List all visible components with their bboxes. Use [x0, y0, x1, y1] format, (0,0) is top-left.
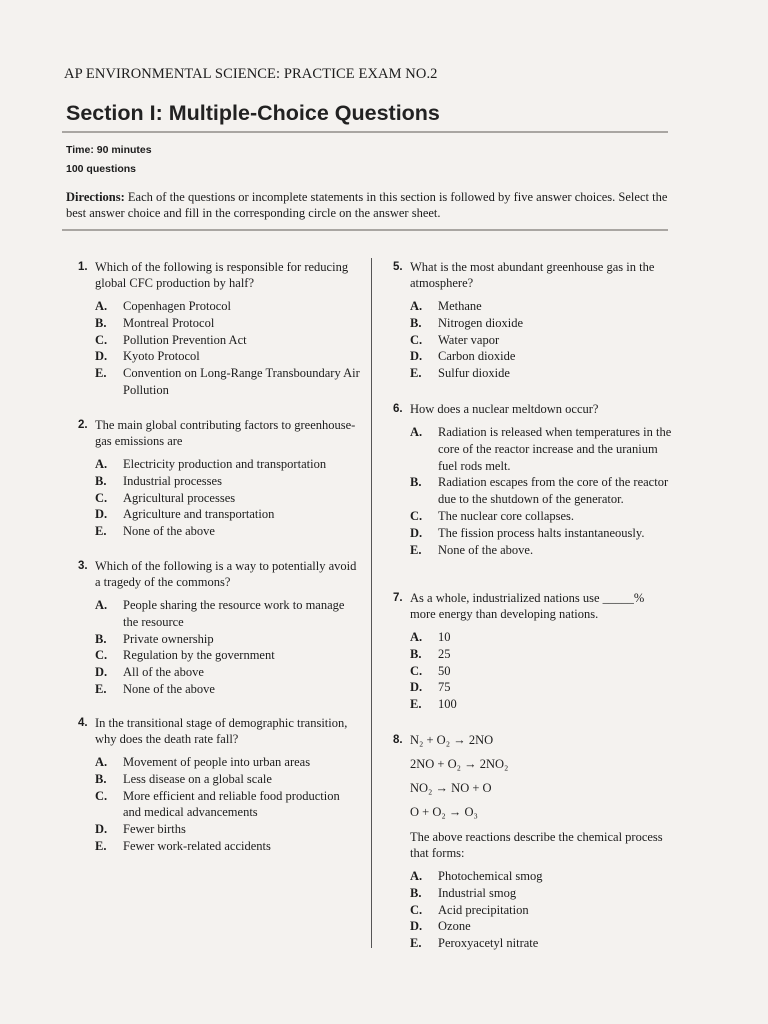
question-6: [393, 401, 673, 558]
answer-option: D. Kyoto Protocol: [95, 349, 200, 364]
answer-option: A. Electricity production and transportation: [95, 457, 327, 471]
question-number: 4.: [78, 717, 88, 729]
answer-option: B. Private ownership: [95, 631, 214, 646]
answer-option: A. Photochemical smog: [410, 869, 543, 883]
answer-option: C. The nuclear core collapses.: [410, 508, 575, 523]
question-1: [78, 259, 360, 399]
section-title: Section I: Multiple-Choice Questions: [66, 101, 440, 125]
answer-option: A. Copenhagen Protocol: [95, 299, 231, 313]
answer-option: E. Sulfur dioxide: [410, 366, 510, 381]
question-5: [393, 259, 673, 382]
divider: [62, 229, 668, 231]
answer-option: C. More efficient and reliable food production and medical advancements: [95, 788, 340, 820]
page-header: AP ENVIRONMENTAL SCIENCE: PRACTICE EXAM NO.2: [64, 66, 438, 82]
question-text: What is the most abundant greenhouse gas in the atmosphere?: [410, 260, 655, 290]
equation: O + O₂ → O₃: [410, 805, 478, 819]
answer-option: E. None of the above.: [410, 542, 534, 557]
answer-option: A. 10: [410, 630, 451, 644]
answer-option: B. Nitrogen dioxide: [410, 315, 524, 330]
answer-option: B. 25: [410, 646, 451, 661]
question-text: How does a nuclear meltdown occur?: [410, 402, 599, 416]
question-text: Which of the following is responsible for reducing global CFC production by half?: [95, 260, 349, 290]
question-number: 3.: [78, 560, 88, 572]
equation: 2NO + O₂ → 2NO₂: [410, 757, 509, 771]
column-divider: [371, 258, 372, 948]
divider: [62, 131, 668, 133]
question-number: 8.: [393, 734, 403, 746]
answer-option: B. Radiation escapes from the core of the reactor due to the shutdown of the generator.: [410, 475, 669, 507]
answer-option: C. Regulation by the government: [95, 648, 275, 663]
answer-option: E. None of the above: [95, 681, 215, 696]
answer-option: D. Carbon dioxide: [410, 349, 516, 364]
question-4: [78, 715, 360, 855]
directions-text: Each of the questions or incomplete statements in this section is followed by five answer choices. Select the best answer choice and fill in the corresponding circle on the answer sheet.: [66, 190, 668, 220]
answer-option: E. None of the above: [95, 524, 215, 539]
answer-option: C. 50: [410, 663, 451, 678]
answer-option: B. Less disease on a global scale: [95, 771, 272, 786]
answer-option: E. Peroxyacetyl nitrate: [410, 936, 539, 951]
question-text: In the transitional stage of demographic transition, why does the death rate fall?: [95, 716, 348, 746]
question-text: The main global contributing factors to greenhouse-gas emissions are: [95, 418, 356, 448]
equation: NO₂ → NO + O: [410, 781, 492, 795]
answer-option: D. The fission process halts instantaneously.: [410, 525, 645, 540]
answer-option: C. Water vapor: [410, 332, 500, 347]
question-number: 7.: [393, 592, 403, 604]
question-number: 6.: [393, 403, 403, 415]
answer-option: D. Fewer births: [95, 822, 186, 837]
answer-option: D. 75: [410, 680, 451, 695]
question-count: 100 questions: [66, 163, 137, 175]
answer-option: C. Agricultural processes: [95, 490, 236, 505]
answer-option: A. Movement of people into urban areas: [95, 755, 311, 769]
directions-label: Directions:: [66, 190, 125, 204]
question-number: 5.: [393, 261, 403, 273]
answer-option: C. Acid precipitation: [410, 902, 529, 917]
answer-option: D. Ozone: [410, 919, 471, 934]
question-text: As a whole, industrialized nations use _____% more energy than developing nations.: [410, 591, 645, 621]
answer-option: A. Radiation is released when temperatures in the core of the reactor increase and the uranium fuel rods melt.: [410, 425, 672, 473]
time-limit: Time: 90 minutes: [66, 144, 152, 156]
answer-option: E. 100: [410, 697, 457, 712]
question-7: [393, 590, 673, 713]
question-text: The above reactions describe the chemical process that forms:: [410, 830, 663, 860]
question-2: [78, 417, 360, 540]
question-text: Which of the following is a way to potentially avoid a tragedy of the commons?: [95, 559, 357, 589]
question-number: 1.: [78, 261, 88, 273]
answer-option: A. Methane: [410, 299, 482, 313]
answer-option: E. Convention on Long-Range Transboundary Air Pollution: [95, 366, 360, 397]
answer-option: C. Pollution Prevention Act: [95, 332, 247, 347]
question-number: 2.: [78, 419, 88, 431]
equation: N₂ + O₂ → 2NO: [410, 733, 494, 747]
answer-option: E. Fewer work-related accidents: [95, 838, 271, 853]
directions: [66, 189, 672, 221]
answer-option: B. Industrial processes: [95, 473, 222, 488]
answer-option: B. Industrial smog: [410, 885, 517, 900]
answer-option: A. People sharing the resource work to manage the resource: [95, 598, 345, 629]
answer-option: B. Montreal Protocol: [95, 315, 215, 330]
question-8: [393, 732, 673, 952]
answer-option: D. All of the above: [95, 665, 204, 680]
question-3: [78, 558, 360, 698]
answer-option: D. Agriculture and transportation: [95, 507, 275, 522]
